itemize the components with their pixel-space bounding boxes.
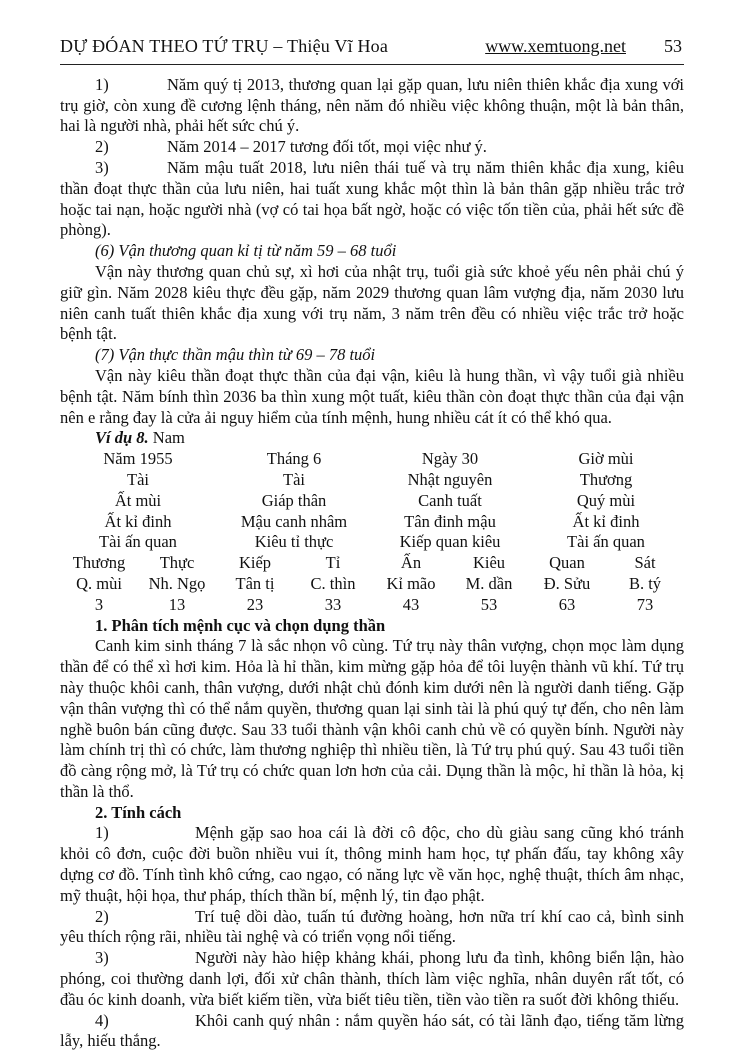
pillar-cell: Tài <box>283 469 305 489</box>
book-title: DỰ ĐÓAN THEO TỨ TRỤ – Thiệu Vĩ Hoa <box>60 36 389 56</box>
pillar-cell: Năm 1955 <box>103 449 173 469</box>
item-text: Năm quý tị 2013, thương quan lại gặp quan, lưu niên thiên khắc địa xung với trụ giờ, còn xung đề cương lệnh tháng, nên năm đó nhiều việc không thuận, một là bản thân, hai là người nhà, phải hết sức chú ý. <box>60 74 684 136</box>
table-row-hidden-stems <box>60 512 684 533</box>
luck-period-7-title: (7) Vận thực thần mậu thìn từ 69 – 78 tuổi <box>95 345 376 365</box>
four-pillars-table <box>60 449 684 615</box>
pillar-cell: Giáp thân <box>261 490 327 510</box>
table-row-luck-pillars <box>60 574 684 595</box>
item-text: Năm mậu tuất 2018, lưu niên thái tuế và trụ năm thiên khắc địa xung, kiêu thần đoạt thực thần của lưu niên, hai tuất xung khắc một thìn là bản thân gặp nhiều trắc trở hoặc tai nạn, hoặc người nhà (vợ có tai họa bất ngờ, hoặc có việc tốn tiền của, phải hết sức đề phòng). <box>60 157 684 240</box>
item-number: 2) <box>95 906 109 926</box>
example-gender: Nam <box>148 428 185 448</box>
pillar-cell: Đ. Sửu <box>543 573 591 593</box>
luck-period-6-title: (6) Vận thương quan kỉ tị từ năm 59 – 68 tuổi <box>95 241 397 261</box>
luck-period-7-body: Vận này kiêu thần đoạt thực thần của đại vận, kiêu là hung thần, vì vậy tuổi già nhiều bệnh tật. Năm bính thìn 2036 ba thìn xung một tuất, kiêu thần còn đoạt thực thần của đại vận nên e rằng đay là cửa ải nguy hiểm của tính mệnh, hung nhiều cát ít có thể khó qua. <box>60 365 684 427</box>
item-number: 3) <box>95 948 109 968</box>
pillar-cell: Ất kỉ đinh <box>572 511 640 531</box>
item-text: Trí tuệ dồi dào, tuấn tú đường hoàng, hơn nữa trí khí cao cả, bình sinh yêu thích rộng rãi, nhiều tài nghệ và có triển vọng nổi tiếng. <box>60 906 684 947</box>
pillar-cell: Thực <box>159 553 195 573</box>
item-number: 1) <box>95 823 109 843</box>
item-number: 4) <box>95 1010 109 1030</box>
section-1-heading: 1. Phân tích mệnh cục và chọn dụng thần <box>95 615 386 635</box>
item-number: 3) <box>95 157 109 177</box>
section-1-body: Canh kim sinh tháng 7 là sắc nhọn vô cùng. Tứ trụ này thân vượng, chọn mọc làm dụng thần để có thể xì hơi kim. Hỏa là hỉ thần, kim mừng gặp hỏa để tôi luyện thành vũ khí. Tứ trụ này thuộc khôi canh, thân vượng, dưới nhật chủ đónh kim dưới nên là người danh tiếng. Gặp vận thân vượng thì có thể nắm quyền, thương quan lại sinh tài là phú quý tự đến, cho nên làm nghề buôn bán cũng được. Sau 33 tuổi thành vận khôi canh chủ về có quyền bính. Người này làm chính trị thì có chức, làm thương nghiệp thì nhiều tiền, là Tứ trụ phú quý. Sau 43 tuổi tiền đồ càng rộng mở, là Tứ trụ có chức quan lơn hơn của cải. Dụng thần là mộc, hỉ thần là hỏa, kị thần là thổ. <box>60 636 684 801</box>
pillar-cell: Kỉ mão <box>386 573 436 593</box>
pillar-cell: C. thìn <box>310 573 356 593</box>
pillar-cell: Sát <box>634 553 656 573</box>
pillar-cell: Ấn <box>400 553 422 573</box>
numbered-item-1 <box>60 75 684 137</box>
pillar-cell: 73 <box>636 594 654 614</box>
pillar-cell: Thương <box>72 553 126 573</box>
table-row-hidden-gods <box>60 532 684 553</box>
example-heading <box>60 428 684 449</box>
pillar-cell: Q. mùi <box>76 573 122 593</box>
page-header <box>60 36 684 57</box>
item-text: Mệnh gặp sao hoa cái là đời cô độc, cho dù giàu sang cũng khó tránh khỏi cô đơn, cuộc đời buồn nhiều vui ít, thông minh ham học, tự phấn đấu, tay không xây dựng cơ đồ. Tính tình khô cứng, cao ngạo, có năng lực về văn học, nghệ thuật, thích âm nhạc, mỹ thuật, hội họa, thư pháp, thích thần bí, mệnh lý, tin đạo phật. <box>60 823 684 905</box>
pillar-cell: Mậu canh nhâm <box>240 511 348 531</box>
pillar-cell: Tháng 6 <box>266 449 322 469</box>
pillar-cell: 3 <box>94 594 104 614</box>
luck-period-6-body: Vận này thương quan chủ sự, xì hơi của nhật trụ, tuổi già sức khoẻ yếu nên phải chú ý giữ gìn. Năm 2028 kiêu thực đều gặp, năm 2029 thương quan lâm vượng địa, năm 2030 lưu niên canh tuất thiên khắc địa xung với trụ năm, 3 năm trên đều có nhiều việc trắc trở hoặc bệnh tật. <box>60 261 684 344</box>
pillar-cell: Quan <box>549 553 585 573</box>
pillar-cell: Kiếp quan kiêu <box>399 532 501 552</box>
pillar-cell: Tân tị <box>235 573 275 593</box>
item-number: 2) <box>95 137 109 157</box>
item-number: 1) <box>95 74 109 94</box>
pillar-cell: 13 <box>168 594 186 614</box>
pillar-cell: 43 <box>402 594 420 614</box>
trait-item-3 <box>60 948 684 1010</box>
pillar-cell: Tỉ <box>325 553 341 573</box>
item-text: Năm 2014 – 2017 tương đối tốt, mọi việc như ý. <box>167 137 487 157</box>
pillar-cell: Giờ mùi <box>578 449 634 469</box>
example-label: Ví dụ 8. <box>95 428 149 448</box>
table-row-pillar-headers <box>60 449 684 470</box>
table-row-gods <box>60 470 684 491</box>
pillar-cell: B. tý <box>628 573 662 593</box>
table-row-luck-gods <box>60 553 684 574</box>
pillar-cell: Quý mùi <box>576 490 636 510</box>
pillar-cell: Kiêu <box>472 553 506 573</box>
pillar-cell: 63 <box>558 594 576 614</box>
table-row-stems-branches <box>60 491 684 512</box>
numbered-item-3 <box>60 158 684 241</box>
pillar-cell: Ất mùi <box>114 490 162 510</box>
pillar-cell: Ất kỉ đinh <box>104 511 172 531</box>
pillar-cell: Nh. Ngọ <box>148 573 206 593</box>
pillar-cell: Tân đinh mậu <box>404 511 496 531</box>
pillar-cell: Canh tuất <box>418 490 482 510</box>
pillar-cell: 23 <box>246 594 264 614</box>
numbered-item-2 <box>60 137 684 158</box>
item-text: Người này hào hiệp khảng khái, phong lưu đa tình, không biển lận, hào phóng, coi thường danh lợi, đối xử chân thành, thích làm việc nghĩa, nhân duyên rất tốt, có đầu óc kinh doanh, vừa biết kiếm tiền, vừa biết tiêu tiền, tiền vào tiền ra suốt đời không thiếu. <box>60 948 684 1009</box>
pillar-cell: Tài <box>127 469 149 489</box>
pillar-cell: 53 <box>480 594 498 614</box>
pillar-cell: M. dần <box>465 573 513 593</box>
website-link[interactable]: www.xemtuong.net <box>485 36 626 56</box>
trait-item-4 <box>60 1011 684 1053</box>
pillar-cell: Kiếp <box>238 553 272 573</box>
item-text: Khôi canh quý nhân : nắm quyền háo sát, có tài lãnh đạo, tiếng tăm lừng lẫy, hiếu thắng. <box>60 1010 684 1051</box>
pillar-cell: Kiêu tỉ thực <box>254 532 334 552</box>
pillar-cell: Thương <box>579 469 633 489</box>
trait-item-2 <box>60 907 684 949</box>
header-rule <box>60 64 684 65</box>
pillar-cell: Ngày 30 <box>421 449 479 469</box>
table-row-luck-ages <box>60 595 684 616</box>
section-2-heading: 2. Tính cách <box>95 802 182 822</box>
trait-item-1 <box>60 823 684 906</box>
page-number: 53 <box>664 36 682 56</box>
pillar-cell: 33 <box>324 594 342 614</box>
pillar-cell: Nhật nguyên <box>407 469 493 489</box>
pillar-cell: Tài ấn quan <box>99 532 177 552</box>
pillar-cell: Tài ấn quan <box>567 532 645 552</box>
